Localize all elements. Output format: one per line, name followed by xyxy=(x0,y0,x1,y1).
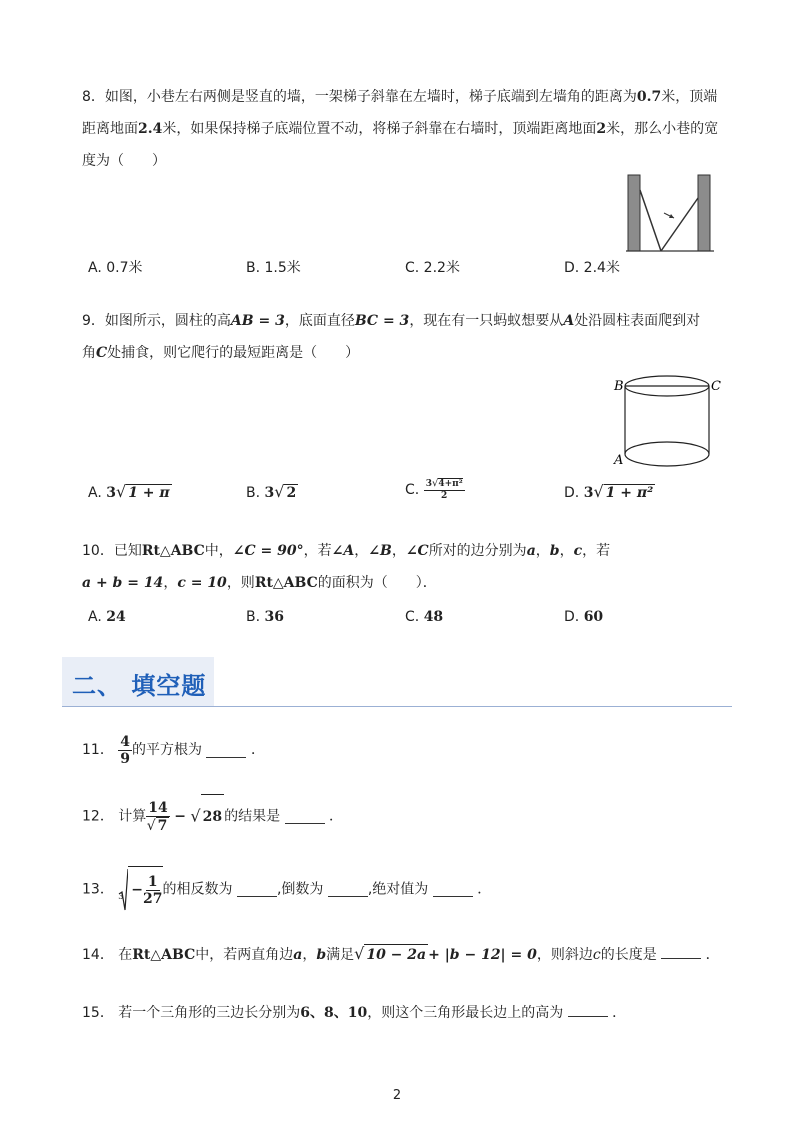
q11-end: ． xyxy=(250,742,265,758)
q14-number: 14． xyxy=(82,947,114,963)
q10-math: c = 10 xyxy=(177,575,227,591)
label-b: B xyxy=(614,379,624,394)
radical-sign: √ xyxy=(354,944,365,963)
q8-text: 距离地面 xyxy=(82,121,138,137)
denominator: 9 xyxy=(120,750,131,767)
q10-text: 已知 xyxy=(113,543,142,559)
q13-number: 13． xyxy=(82,881,114,898)
option-label: B. xyxy=(246,485,261,501)
right-wall xyxy=(698,175,710,251)
q10-math: Rt△ABC xyxy=(141,543,205,559)
q10-number: 10． xyxy=(82,543,114,559)
q15-answer-blank[interactable] xyxy=(568,1002,608,1017)
q12-text: 计算 xyxy=(118,808,147,825)
q10-math: b xyxy=(549,543,560,559)
q15-text: 若一个三角形的三边长分别为 xyxy=(118,1005,301,1021)
q14-math: b xyxy=(316,947,327,963)
fraction xyxy=(424,478,465,502)
left-wall xyxy=(628,175,640,251)
q9-option-b xyxy=(246,482,298,501)
numerator: 14 xyxy=(148,799,168,816)
cylinder-bottom xyxy=(625,442,709,466)
label-a: A xyxy=(614,453,624,468)
q10-math: ∠C xyxy=(405,543,429,559)
ladder-right xyxy=(661,198,698,251)
q8-number: 8． xyxy=(82,89,105,105)
q11-answer-blank[interactable] xyxy=(206,743,246,758)
radical-sign: √ xyxy=(274,482,285,501)
numerator xyxy=(424,478,465,491)
coef: 3 xyxy=(264,485,275,501)
denominator: 2 xyxy=(441,491,448,501)
q15-end: ． xyxy=(612,1005,627,1021)
radicand: 10 − 2a xyxy=(364,944,428,965)
q9-math-a: A xyxy=(563,313,575,329)
q14-answer-blank[interactable] xyxy=(661,944,701,959)
root-index: 3 xyxy=(118,891,124,901)
q9-option-a xyxy=(88,482,172,501)
q14-text: 在 xyxy=(118,947,133,963)
q8-line3 xyxy=(82,151,166,171)
q9-text: ，底面直径 xyxy=(284,313,355,329)
q10-line1 xyxy=(82,541,610,561)
q8-text: 度为（ ） xyxy=(82,153,166,169)
q12-text: 的结果是 xyxy=(224,808,281,825)
q10-math: a xyxy=(526,543,536,559)
coef: 3 xyxy=(106,485,116,501)
q15-math: 6、8、10 xyxy=(300,1005,368,1021)
option-label: C. xyxy=(405,482,420,498)
option-value: 48 xyxy=(423,609,444,625)
q10-math: ∠C = 90° xyxy=(232,543,304,559)
numerator: 4 xyxy=(120,733,131,750)
q9-line2 xyxy=(82,343,359,363)
option-value: 24 xyxy=(106,609,126,625)
cylinder-figure xyxy=(610,374,724,474)
q8-option-a: A. 0.7米 xyxy=(88,260,143,276)
q12-end: ． xyxy=(329,808,343,825)
q13-end: ． xyxy=(477,881,492,898)
q11-text: 的平方根为 xyxy=(132,742,203,758)
q13-text: ,绝对值为 xyxy=(367,881,429,898)
q8-value-2: 2 xyxy=(596,121,607,137)
q13-text: 的相反数为 xyxy=(162,881,233,898)
q10-text: ，则 xyxy=(226,575,255,591)
q14-text: ， xyxy=(302,947,317,963)
option-label: A. xyxy=(88,609,102,625)
q10-text: ， xyxy=(354,543,369,559)
q12-fraction xyxy=(146,800,169,834)
ladder-left xyxy=(640,190,661,251)
q9-line1 xyxy=(82,311,700,331)
radicand: 28 xyxy=(201,794,224,839)
q13-line xyxy=(82,866,491,912)
q10-math: Rt△ABC xyxy=(254,575,318,591)
q14-line xyxy=(82,944,720,965)
q14-math: a xyxy=(293,947,303,963)
q10-text: ， xyxy=(559,543,574,559)
q10-option-b xyxy=(246,609,284,625)
q10-math: a + b = 14 xyxy=(82,575,164,591)
q8-text: 米，顶端 xyxy=(661,89,718,105)
page-number: 2 xyxy=(392,1088,402,1103)
q10-math: ∠B xyxy=(368,543,392,559)
coef: 3 xyxy=(583,485,594,501)
option-value: 36 xyxy=(264,609,284,625)
q9-option-d xyxy=(564,482,655,501)
radicand: 4+π² xyxy=(438,479,463,489)
radical-sign: √ xyxy=(115,482,127,501)
option-value: 60 xyxy=(583,609,604,625)
radical-icon xyxy=(118,868,128,912)
option-label: D. xyxy=(564,485,580,501)
q10-text: 的面积为（ ）． xyxy=(317,575,437,591)
radical-sign: √ xyxy=(593,482,604,501)
q10-line2 xyxy=(82,573,437,593)
q10-option-d xyxy=(564,609,603,625)
section-divider xyxy=(62,706,732,707)
q15-text: ，则这个三角形最长边上的高为 xyxy=(367,1005,564,1021)
q10-text: 中， xyxy=(204,543,233,559)
cube-root-sign xyxy=(118,868,128,912)
q10-option-c xyxy=(405,609,443,625)
radical-sign: √ xyxy=(190,806,201,826)
q8-line2 xyxy=(82,119,718,139)
q9-text: ，现在有一只蚂蚁想要从 xyxy=(409,313,564,329)
q9-text: 如图所示，圆柱的高 xyxy=(104,313,231,329)
q13-blank-absolute[interactable] xyxy=(433,882,473,897)
numerator: 1 xyxy=(147,873,158,890)
label-c: C xyxy=(711,379,721,394)
q9-option-c xyxy=(405,478,465,502)
q14-text: 的长度是 xyxy=(600,947,657,963)
q14-math: c xyxy=(592,947,601,963)
coef: 3 xyxy=(425,479,432,489)
q11-line xyxy=(82,730,265,770)
q15-number: 15． xyxy=(82,1005,114,1021)
q8-option-b: B. 1.5米 xyxy=(246,260,301,276)
section-title: 二、 填空题 xyxy=(72,672,207,700)
q12-answer-blank[interactable] xyxy=(285,809,325,824)
q8-option-c: C. 2.2米 xyxy=(405,260,460,276)
q12-number: 12． xyxy=(82,808,114,825)
q11-number: 11． xyxy=(82,742,114,758)
denominator: 27 xyxy=(143,890,163,907)
q9-text: 角 xyxy=(82,345,96,361)
q10-math: c xyxy=(573,543,583,559)
radicand: 1 + π² xyxy=(605,485,654,501)
q13-text: ,倒数为 xyxy=(276,881,324,898)
minus-sign: − xyxy=(174,808,186,825)
alley-ladder-figure xyxy=(622,170,718,256)
radicand xyxy=(128,866,162,913)
q10-text: 所对的边分别为 xyxy=(428,543,527,559)
minus-sign: − xyxy=(131,882,144,898)
q9-math-bc: BC = 3 xyxy=(354,313,410,329)
q8-line1 xyxy=(82,87,717,107)
radicand: 1 + π xyxy=(128,485,170,501)
q14-end: ． xyxy=(705,947,720,963)
radical-sign: √ xyxy=(431,478,439,489)
q10-math: ∠A xyxy=(331,543,355,559)
q13-blank-opposite[interactable] xyxy=(237,882,277,897)
q9-math-ab: AB = 3 xyxy=(230,313,285,329)
q8-option-d: D. 2.4米 xyxy=(564,260,620,276)
q14-text: ，则斜边 xyxy=(536,947,593,963)
q12-line xyxy=(82,794,343,838)
q8-text: 如图，小巷左右两侧是竖直的墙，一架梯子斜靠在左墙时，梯子底端到左墙角的距离为 xyxy=(104,89,637,105)
q14-math: + |b − 12| = 0 xyxy=(428,947,537,963)
q14-text: 中，若两直角边 xyxy=(195,947,294,963)
q8-text: 米，那么小巷的宽 xyxy=(606,121,719,137)
q15-line xyxy=(82,1002,626,1023)
radical-sign: √ xyxy=(146,817,156,834)
q13-blank-reciprocal[interactable] xyxy=(328,882,368,897)
q9-math-c: C xyxy=(96,345,108,361)
q11-fraction xyxy=(118,734,132,767)
option-label: A. xyxy=(88,485,102,501)
option-label: B. xyxy=(246,609,261,625)
q8-value-0-7: 0.7 xyxy=(636,89,662,105)
option-label: C. xyxy=(405,609,420,625)
q13-fraction xyxy=(143,874,162,907)
q8-value-2-4: 2.4 xyxy=(138,121,163,137)
q14-text: 满足 xyxy=(326,947,355,963)
q9-text: 处沿圆柱表面爬到对 xyxy=(574,313,701,329)
option-label: D. xyxy=(564,609,580,625)
denominator xyxy=(147,817,170,834)
q10-text: ，若 xyxy=(582,543,611,559)
q10-text: ，若 xyxy=(303,543,332,559)
q9-number: 9． xyxy=(82,313,105,329)
q9-text: 处捕食，则它爬行的最短距离是（ ） xyxy=(107,345,360,361)
q10-text: ， xyxy=(391,543,406,559)
radicand: 2 xyxy=(286,485,297,501)
radicand: 7 xyxy=(157,817,168,834)
q10-text: ， xyxy=(535,543,550,559)
q10-text: ， xyxy=(163,575,178,591)
q10-option-a xyxy=(88,609,126,625)
q14-math: Rt△ABC xyxy=(132,947,196,963)
q8-text: 米，如果保持梯子底端位置不动，将梯子斜靠在右墙时，顶端距离地面 xyxy=(162,121,597,137)
